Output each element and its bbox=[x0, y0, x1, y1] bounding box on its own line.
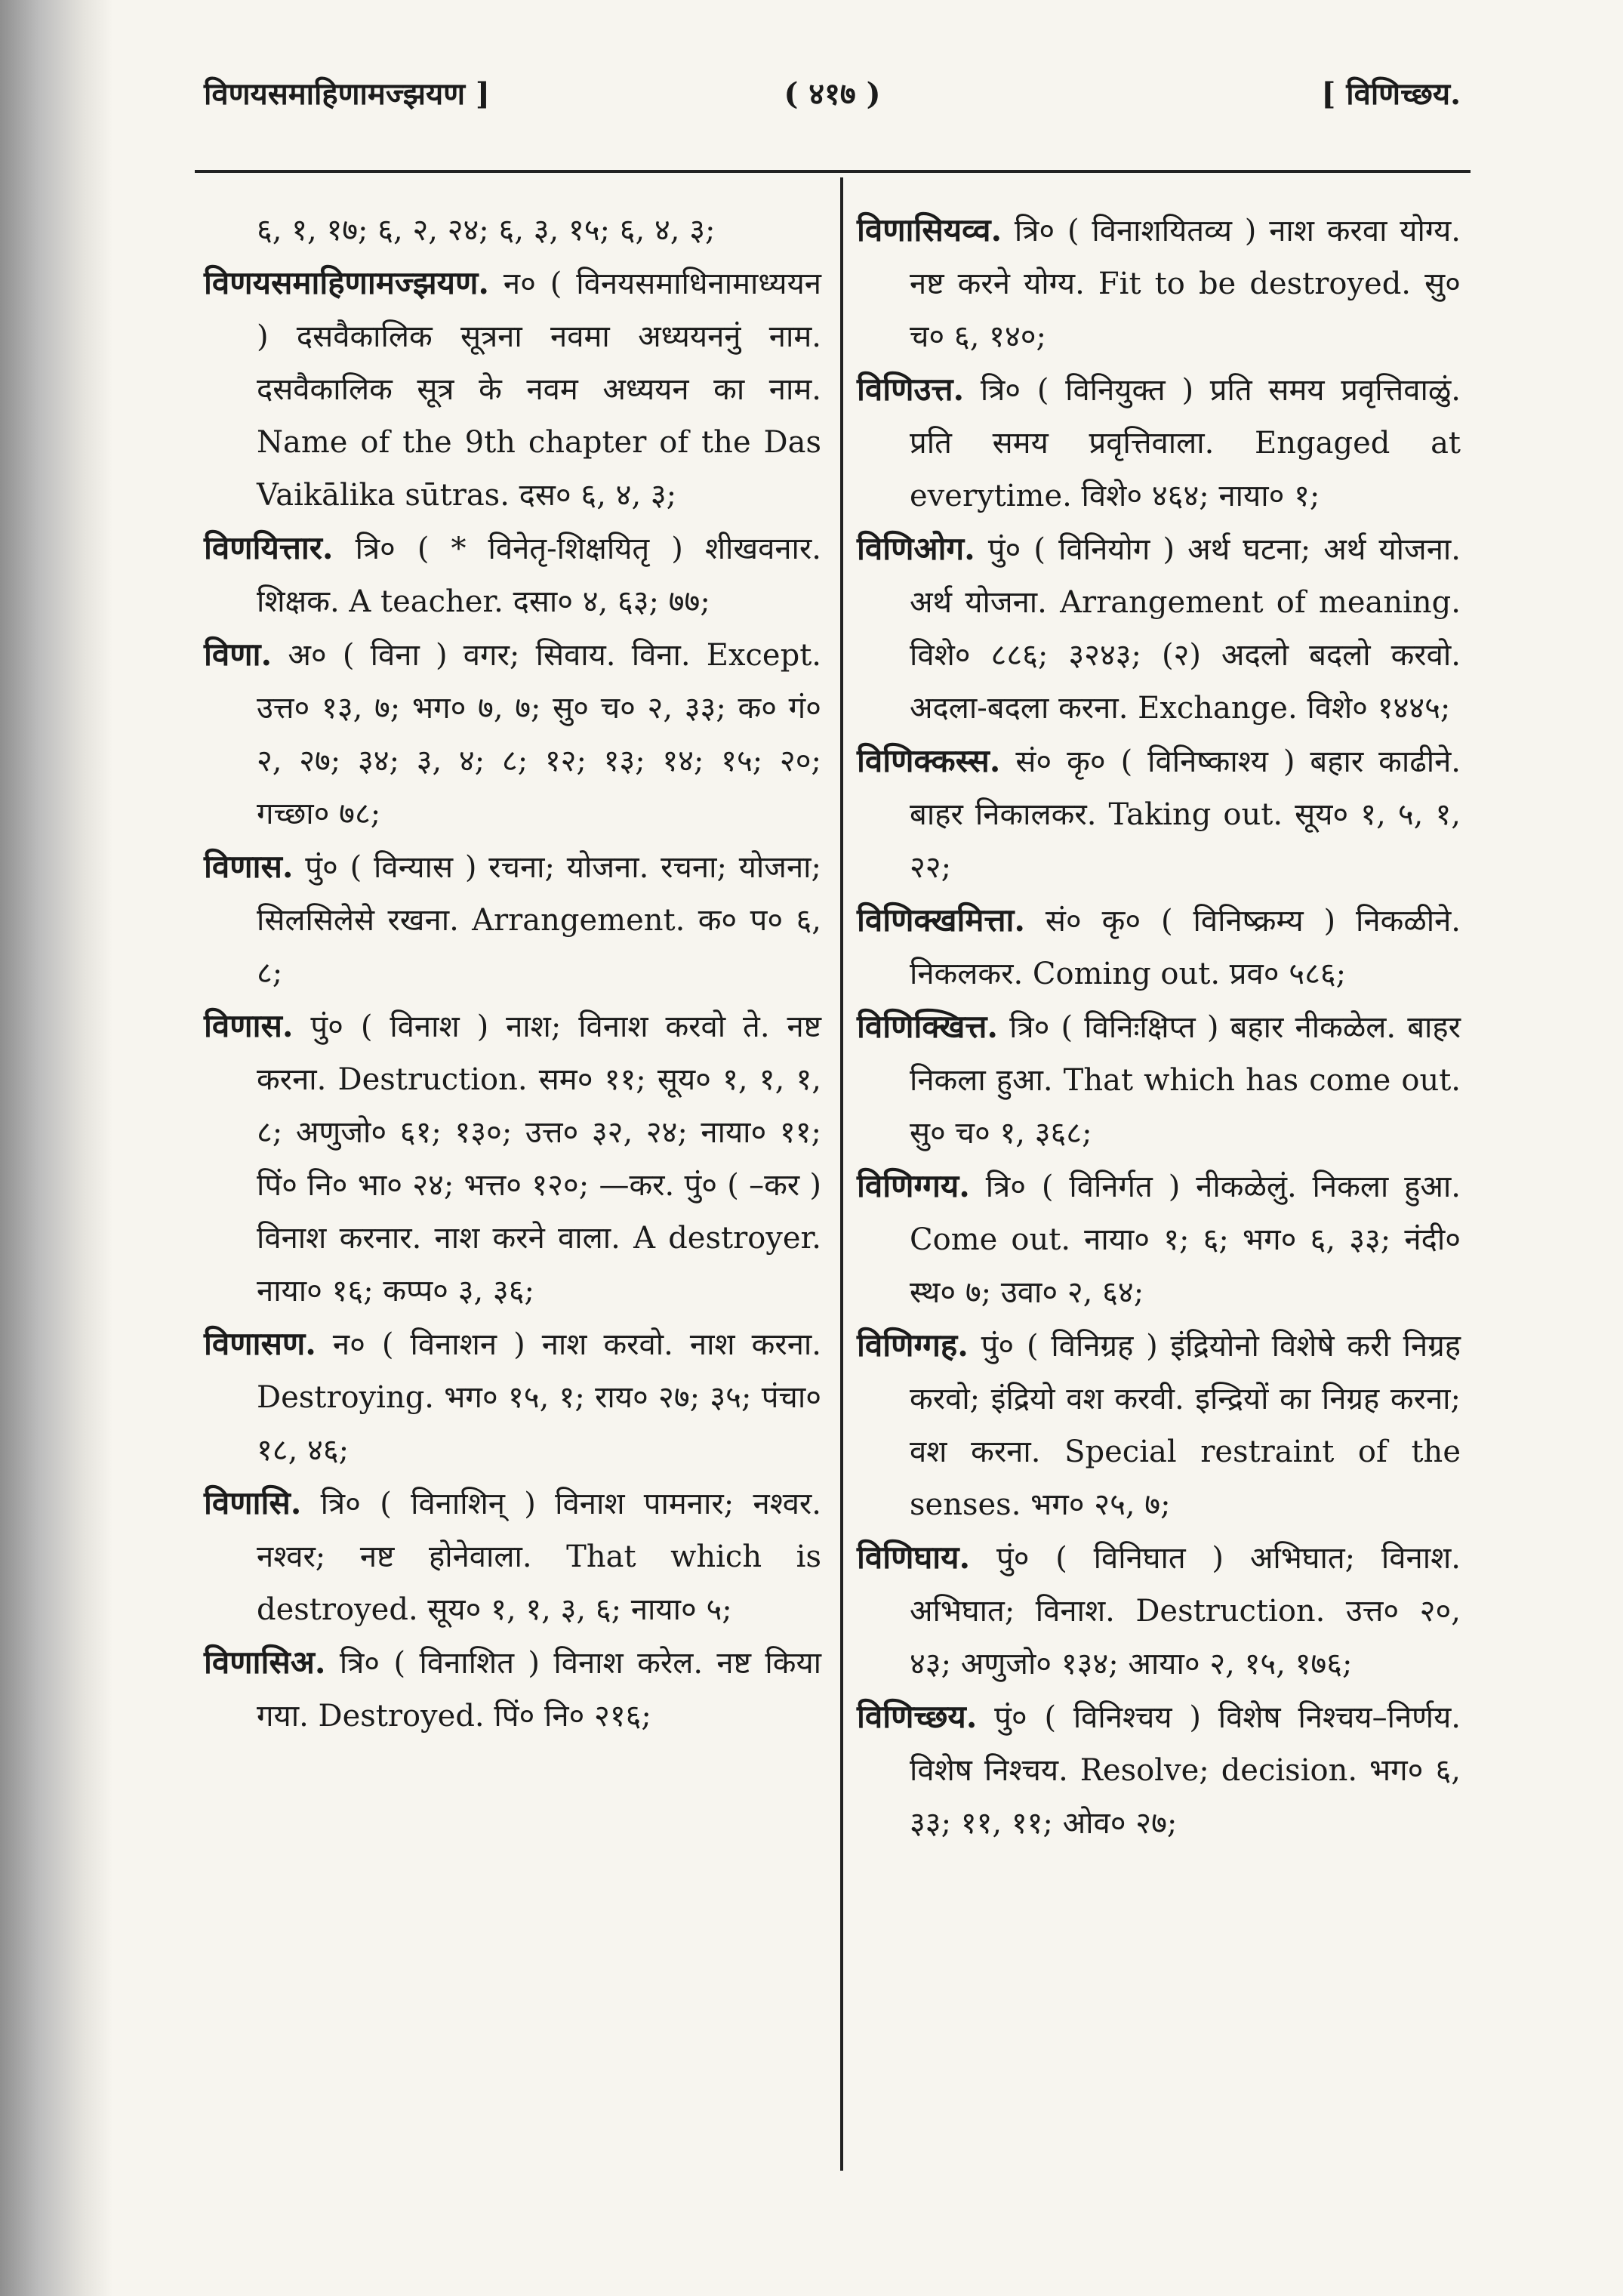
entry-body: त्रि० ( विनिर्गत ) नीकळेलुं. निकला हुआ. Come out. नाया० १; ६; भग० ६, ३३; नंदी० स्थ० ७; उवा० २, ६४; bbox=[910, 1170, 1461, 1310]
entry-body: अ० ( विना ) वगर; सिवाय. विना. Except. उत्त० १३, ७; भग० ७, ७; सु० च० २, ३३; क० गं० २, २७; ३४; ३, ४; ८; १२; १३; १४; १५; २०; गच्छा० ७८; bbox=[257, 638, 821, 831]
dictionary-entry bbox=[204, 522, 821, 628]
entry-headword: विणासि. bbox=[204, 1484, 302, 1521]
entry-headword: विणास. bbox=[204, 848, 294, 885]
entry-body: पुं० ( विन्यास ) रचना; योजना. रचना; योजना; सिलसिलेसे रखना. Arrangement. क० प० ६, ८; bbox=[257, 850, 821, 991]
right-column bbox=[857, 204, 1461, 1850]
dictionary-entry bbox=[204, 1636, 821, 1743]
entry-headword: विणिक्खमित्ता. bbox=[857, 901, 1025, 938]
entry-headword: विणा. bbox=[204, 636, 273, 673]
entry-headword: विणयसमाहिणामज्झयण. bbox=[204, 264, 490, 301]
entry-body: पुं० ( विनिग्रह ) इंद्रियोनो विशेषे करी निग्रह करवो; इंद्रियो वश करवी. इन्द्रियों का निग्रह करना; वश करना. Special restraint of the senses. भग० २५, ७; bbox=[910, 1329, 1461, 1522]
entry-headword: विणिग्गह. bbox=[857, 1327, 969, 1364]
dictionary-entry bbox=[857, 735, 1461, 894]
entry-body: न० ( विनयसमाधिनामाध्ययन ) दसवैकालिक सूत्रना नवमा अध्ययननुं नाम. दसवैकालिक सूत्र के नवम अध्ययन का नाम. Name of the 9th chapter of the Das Vaikālika sūtras. दस० ६, ४, ३; bbox=[257, 267, 821, 513]
entry-body: त्रि० ( विनियुक्त ) प्रति समय प्रवृत्तिवाळुं. प्रति समय प्रवृत्तिवाला. Engaged at everytime. विशे० ४६४; नाया० १; bbox=[910, 373, 1461, 513]
entry-body: सं० कृ० ( विनिष्काश्य ) बहार काढीने. बाहर निकालकर. Taking out. सूय० १, ५, १, २२; bbox=[910, 744, 1461, 885]
entry-body: सं० कृ० ( विनिष्क्रम्य ) निकळीने. निकलकर. Coming out. प्रव० ५८६; bbox=[910, 904, 1461, 991]
entry-body: पुं० ( विनिघात ) अभिघात; विनाश. अभिघात; विनाश. Destruction. उत्त० २०, ४३; अणुजो० १३४; आया० २, १५, १७६; bbox=[910, 1541, 1461, 1681]
dictionary-entry bbox=[857, 894, 1461, 1000]
header-rule bbox=[195, 170, 1471, 173]
dictionary-entry bbox=[857, 1319, 1461, 1531]
entry-body: न० ( विनाशन ) नाश करवो. नाश करना. Destroying. भग० १५, १; राय० २७; ३५; पंचा० १८, ४६; bbox=[257, 1327, 821, 1468]
dictionary-entry bbox=[204, 1318, 821, 1477]
entry-body: पुं० ( विनिश्चय ) विशेष निश्चय–निर्णय. विशेष निश्चय. Resolve; decision. भग० ६, ३३; ११, ११; ओव० २७; bbox=[910, 1700, 1461, 1841]
entry-body: पुं० ( विनियोग ) अर्थ घटना; अर्थ योजना. अर्थ योजना. Arrangement of meaning. विशे० ८८६; ३२४३; (२) अदलो बदलो करवो. अदला-बदला करना. Exchange. विशे० १४४५; bbox=[910, 532, 1461, 726]
dictionary-entry bbox=[204, 628, 821, 840]
entry-body: त्रि० ( विनिःक्षिप्त ) बहार नीकळेल. बाहर निकला हुआ. That which has come out. सु० च० १, ३६८; bbox=[910, 1010, 1461, 1151]
dictionary-entry bbox=[857, 1000, 1461, 1160]
dictionary-entry bbox=[857, 1690, 1461, 1850]
dictionary-entry bbox=[857, 1531, 1461, 1690]
page-header bbox=[204, 72, 1461, 125]
dictionary-entry bbox=[204, 1477, 821, 1636]
entry-headword: विणिघाय. bbox=[857, 1539, 971, 1576]
entry-headword: विणासियव्व. bbox=[857, 211, 1002, 248]
running-head-left: विणयसमाहिणामज्झयण ] bbox=[204, 76, 490, 112]
entry-body: त्रि० ( विनाशित ) विनाश करेल. नष्ट किया गया. Destroyed. पिं० नि० २१६; bbox=[257, 1646, 821, 1734]
page-number: ( ४१७ ) bbox=[784, 76, 881, 112]
entry-headword: विणासिअ. bbox=[204, 1644, 326, 1681]
dictionary-entry bbox=[204, 257, 821, 522]
entry-body: त्रि० ( विनाशिन् ) विनाश पामनार; नश्वर. नश्वर; नष्ट होनेवाला. That which is destroyed. सूय० १, १, ३, ६; नाया० ५; bbox=[257, 1487, 822, 1627]
entry-headword: विणिक्कस्स. bbox=[857, 742, 1001, 779]
entry-body: त्रि० ( विनाशयितव्य ) नाश करवा योग्य. नष्ट करने योग्य. Fit to be destroyed. सु० च० ६, १४०; bbox=[910, 214, 1461, 354]
entry-headword: विणिच्छय. bbox=[857, 1698, 978, 1735]
dictionary-entry bbox=[857, 204, 1461, 363]
continuation-text: ६, १, १७; ६, २, २४; ६, ३, १५; ६, ४, ३; bbox=[257, 213, 716, 248]
dictionary-entry bbox=[857, 363, 1461, 522]
entry-body: पुं० ( विनाश ) नाश; विनाश करवो ते. नष्ट करना. Destruction. सम० ११; सूय० १, १, १, ८; अणुजो० ६१; १३०; उत्त० ३२, २४; नाया० ११; पिं० नि० भा० २४; भत्त० १२०; —कर. पुं० ( –कर ) विनाश करनार. नाश करने वाला. A destroyer. नाया० १६; कप्प० ३, ३६; bbox=[257, 1009, 821, 1308]
page-edge-shadow bbox=[0, 0, 113, 2296]
entry-headword: विणयित्तार. bbox=[204, 529, 334, 566]
running-head-right: [ विणिच्छय. bbox=[1321, 76, 1461, 112]
entry-body: त्रि० ( * विनेतृ-शिक्षयितृ ) शीखवनार. शिक्षक. A teacher. दसा० ४, ६३; ७७; bbox=[257, 532, 821, 619]
entry-headword: विणिउत्त. bbox=[857, 371, 965, 408]
dictionary-entry bbox=[857, 522, 1461, 735]
dictionary-entry bbox=[204, 1000, 821, 1318]
left-column bbox=[204, 204, 821, 1743]
dictionary-entry bbox=[857, 1160, 1461, 1319]
entry-headword: विणिओग. bbox=[857, 530, 975, 567]
entry-headword: विणिग्गय. bbox=[857, 1167, 970, 1204]
dictionary-entry bbox=[204, 840, 821, 1000]
entry-headword: विणिक्खित्त. bbox=[857, 1008, 998, 1045]
entry-headword: विणास. bbox=[204, 1007, 294, 1044]
column-divider bbox=[840, 177, 843, 2171]
entry-headword: विणासण. bbox=[204, 1325, 316, 1362]
